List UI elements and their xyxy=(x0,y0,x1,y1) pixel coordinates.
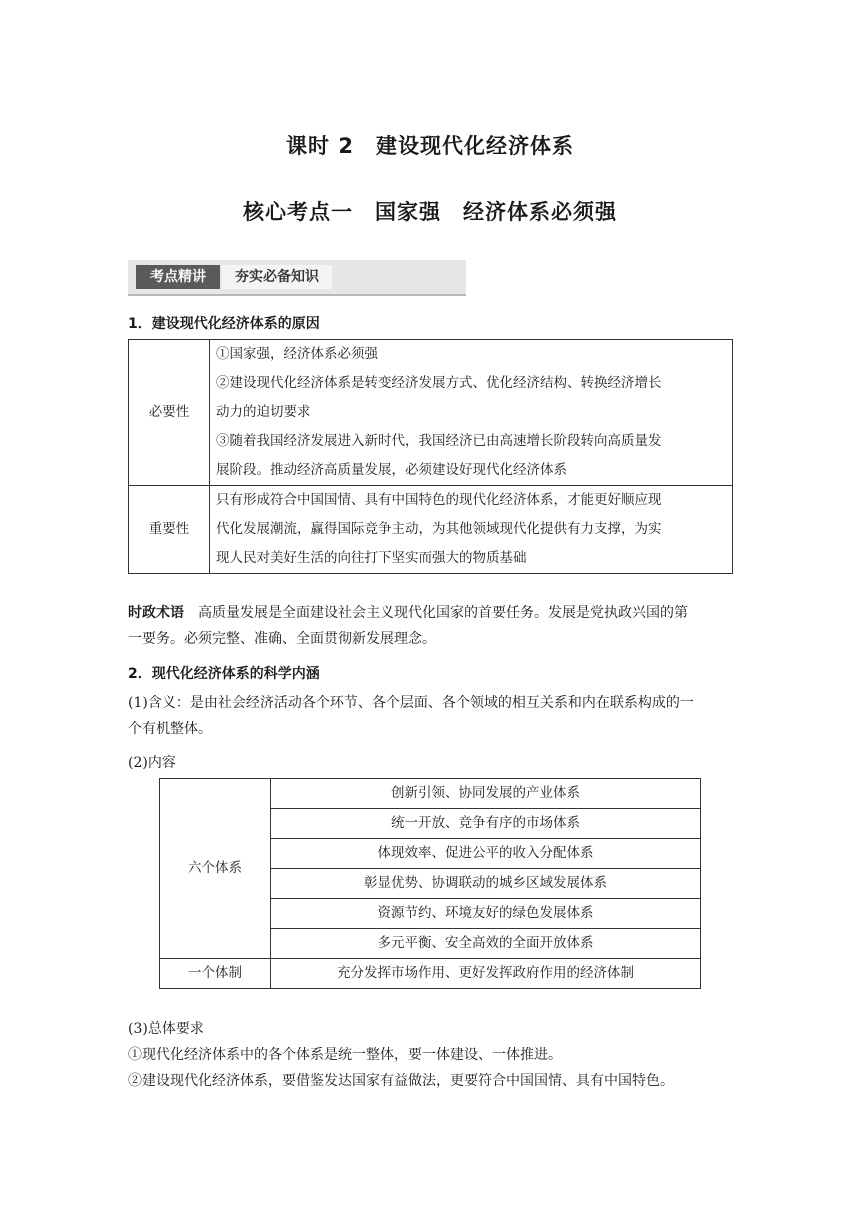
table-row xyxy=(129,486,733,574)
table-cell: 体现效率、促进公平的收入分配体系 xyxy=(271,839,701,869)
text-line: 只有形成符合中国国情、具有中国特色的现代化经济体系，才能更好顺应现 xyxy=(216,492,662,508)
requirements-block xyxy=(128,1016,738,1094)
section-banner xyxy=(128,260,466,296)
text-line: ①国家强，经济体系必须强 xyxy=(216,346,378,362)
term-text: 一要务。必须完整、准确、全面贯彻新发展理念。 xyxy=(128,631,436,647)
group-label: 六个体系 xyxy=(160,779,271,959)
row-label: 必要性 xyxy=(129,340,210,486)
text-line: ②建设现代化经济体系是转变经济发展方式、优化经济结构、转换经济增长 xyxy=(216,375,662,391)
banner-subtitle: 夯实必备知识 xyxy=(222,265,332,289)
text-line: ②建设现代化经济体系，要借鉴发达国家有益做法，更要符合中国国情、具有中国特色。 xyxy=(128,1073,674,1089)
table-cell: 充分发挥市场作用、更好发挥政府作用的经济体制 xyxy=(271,959,701,989)
table-cell: 多元平衡、安全高效的全面开放体系 xyxy=(271,929,701,959)
term-lead: 时政术语 xyxy=(128,605,184,621)
text-line: 个有机整体。 xyxy=(128,721,212,737)
term-text: 高质量发展是全面建设社会主义现代化国家的首要任务。发展是党执政兴国的第 xyxy=(198,605,688,621)
text-line: ③随着我国经济发展进入新时代，我国经济已由高速增长阶段转向高质量发 xyxy=(216,433,662,449)
table-row xyxy=(160,959,701,989)
table-cell: 资源节约、环境友好的绿色发展体系 xyxy=(271,899,701,929)
definition-paragraph xyxy=(128,690,738,742)
heading-connotation: 2．现代化经济体系的科学内涵 xyxy=(128,666,320,682)
heading-reasons: 1．建设现代化经济体系的原因 xyxy=(128,316,320,332)
table-row xyxy=(160,779,701,809)
group-label: 一个体制 xyxy=(160,959,271,989)
text-line: (1)含义：是由社会经济活动各个环节、各个层面、各个领域的相互关系和内在联系构成的一 xyxy=(128,695,694,711)
content-table xyxy=(159,778,701,989)
text-line: 展阶段。推动经济高质量发展，必须建设好现代化经济体系 xyxy=(216,462,567,478)
table-row xyxy=(129,340,733,486)
section-title: 核心考点一 国家强 经济体系必须强 xyxy=(243,200,617,224)
row-content xyxy=(210,340,733,486)
table-cell: 创新引领、协同发展的产业体系 xyxy=(271,779,701,809)
banner-tag: 考点精讲 xyxy=(136,265,220,289)
row-content xyxy=(210,486,733,574)
text-line: ①现代化经济体系中的各个体系是统一整体，要一体建设、一体推进。 xyxy=(128,1047,562,1063)
table-cell: 彰显优势、协调联动的城乡区域发展体系 xyxy=(271,869,701,899)
text-line: 现人民对美好生活的向往打下坚实而强大的物质基础 xyxy=(216,550,527,566)
table-cell: 统一开放、竞争有序的市场体系 xyxy=(271,809,701,839)
reasons-table xyxy=(128,339,733,574)
text-line: (3)总体要求 xyxy=(128,1021,204,1037)
text-line: 动力的迫切要求 xyxy=(216,404,311,420)
row-label: 重要性 xyxy=(129,486,210,574)
text-line: 代化发展潮流，赢得国际竞争主动，为其他领域现代化提供有力支撑，为实 xyxy=(216,521,662,537)
term-paragraph xyxy=(128,600,738,652)
content-heading: (2)内容 xyxy=(128,755,176,771)
lesson-title: 课时 2 建设现代化经济体系 xyxy=(286,134,574,158)
